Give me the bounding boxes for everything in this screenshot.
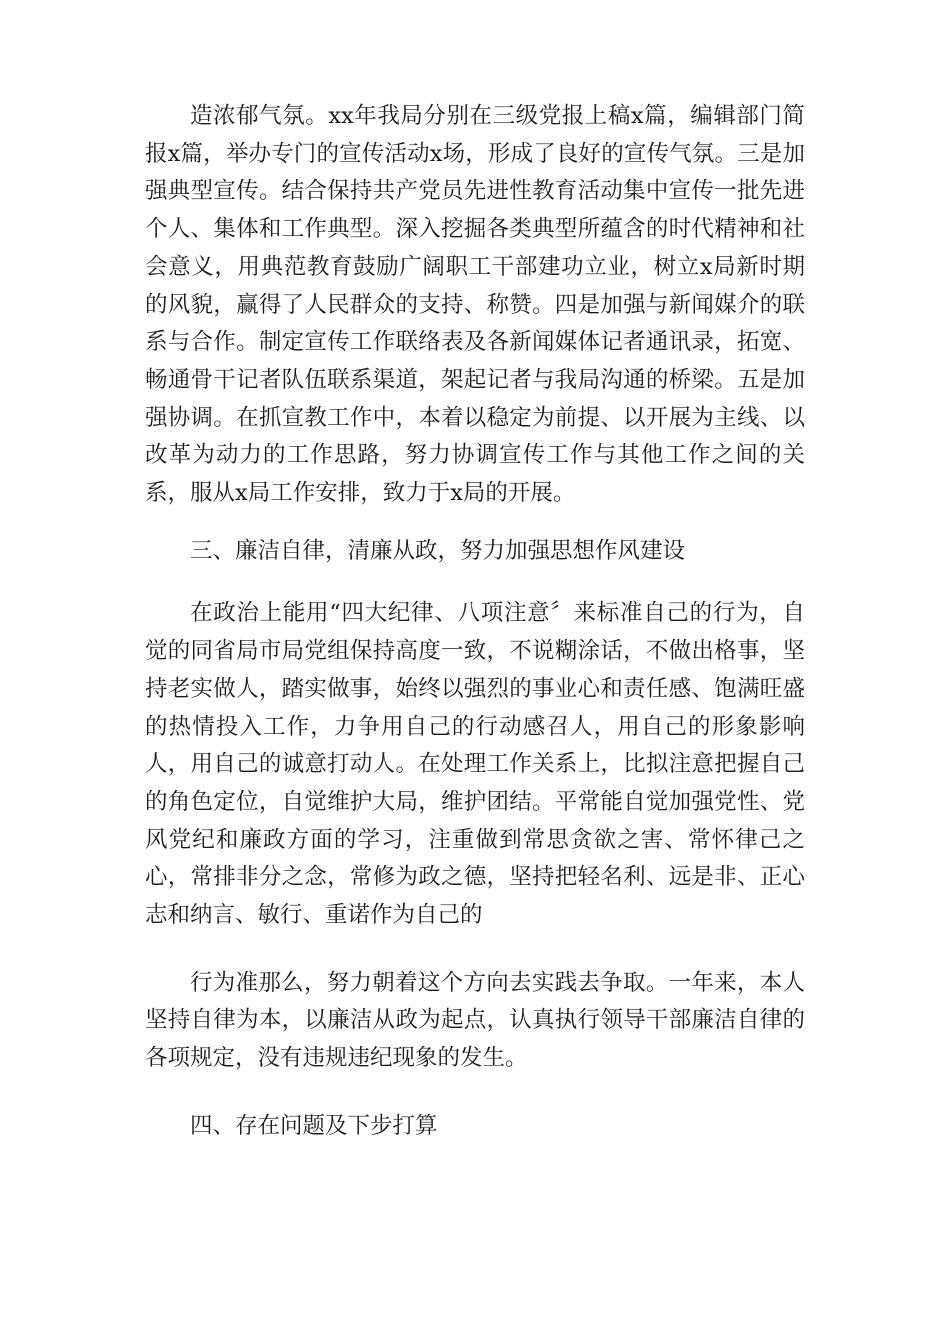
section-heading-3: 三、廉洁自律，清廉从政，努力加强思想作风建设 [190,537,686,564]
paragraph-self-discipline: 行为准那么，努力朝着这个方向去实践去争取。一年来，本人坚持自律为本，以廉洁从政为起点，认真执行领导干部廉洁自律的各项规定，没有违规违纪现象的发生。 [145,969,805,1072]
paragraph-publicity: 造浓郁气氛。xx年我局分别在三级党报上稿x篇，编辑部门简报x篇，举办专门的宣传活动x场，形成了良好的宣传气氛。三是加强典型宣传。结合保持共产党员先进性教育活动集中宣传一批先进个人、集体和工作典型。深入挖掘各类典型所蕴含的时代精神和社会意义，用典范教育鼓励广阔职工干部建功立业，树立x局新时期的风貌，赢得了人民群众的支持、称赞。四是加强与新闻媒介的联系与合作。制定宣传工作联络表及各新闻媒体记者通讯录，拓宽、畅通骨干记者队伍联系渠道，架起记者与我局沟通的桥梁。五是加强协调。在抓宣教工作中，本着以稳定为前提、以开展为主线、以改革为动力的工作思路，努力协调宣传工作与其他工作之间的关系，服从x局工作安排，致力于x局的开展。 [145,103,805,507]
document-body [145,98,805,1146]
paragraph-integrity: 在政治上能用“四大纪律、八项注意〞来标准自己的行为，自觉的同省局市局党组保持高度一致，不说糊涂话，不做出格事，坚持老实做人，踏实做事，始终以强烈的事业心和责任感、饱满旺盛的热情投入工作，力争用自己的行动感召人，用自己的形象影响人，用自己的诚意打动人。在处理工作关系上，比拟注意把握自己的角色定位，自觉维护大局，维护团结。平常能自觉加强党性、党风党纪和廉政方面的学习，注重做到常思贪欲之害、常怀律己之心，常排非分之念，常修为政之德，坚持把轻名利、远是非、正心志和纳言、敏行、重诺作为自己的 [145,600,805,929]
section-heading-4: 四、存在问题及下步打算 [190,1112,438,1139]
